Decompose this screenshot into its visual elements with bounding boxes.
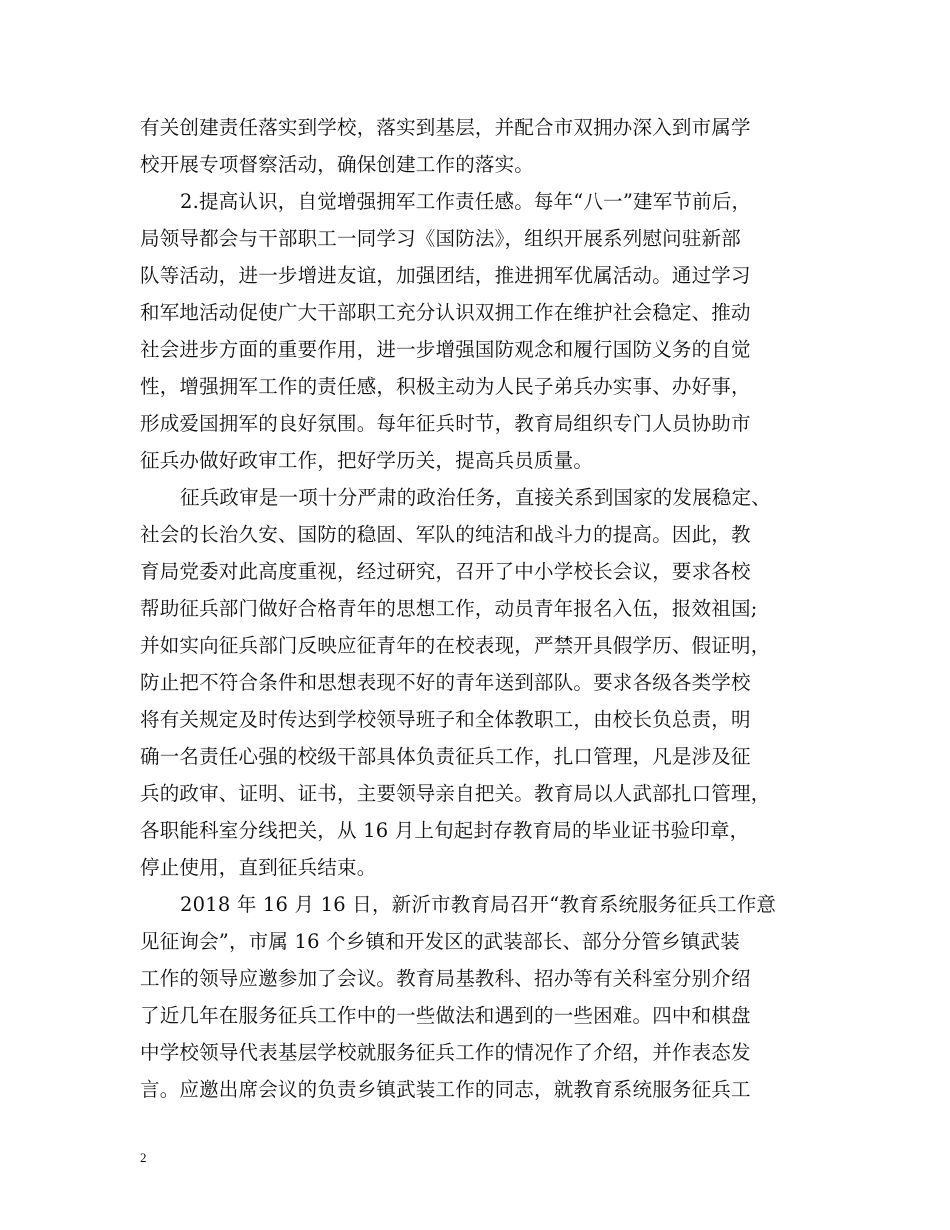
text-line: 了近几年在服务征兵工作中的一些做法和遇到的一些困难。四中和棋盘 xyxy=(140,1004,751,1027)
text-line: 社会进步方面的重要作用，进一步增强国防观念和履行国防义务的自觉 xyxy=(140,338,751,361)
text-line: 育局党委对此高度重视，经过研究，召开了中小学校长会议，要求各校 xyxy=(140,560,751,583)
text-line: 兵的政审、证明、证书，主要领导亲自把关。教育局以人武部扎口管理， xyxy=(140,782,771,805)
text-line: 并如实向征兵部门反映应征青年的在校表现，严禁开具假学历、假证明， xyxy=(140,634,771,657)
text-line: 见征询会”，市属 16 个乡镇和开发区的武装部长、部分分管乡镇武装 xyxy=(140,930,740,953)
text-line: 和军地活动促使广大干部职工充分认识双拥工作在维护社会稳定、推动 xyxy=(140,301,751,324)
text-line: 言。应邀出席会议的负责乡镇武装工作的同志，就教育系统服务征兵工 xyxy=(140,1078,751,1101)
text-line: 性，增强拥军工作的责任感，积极主动为人民子弟兵办实事、办好事， xyxy=(140,375,751,398)
text-line: 各职能科室分线把关，从 16 月上旬起封存教育局的毕业证书验印章， xyxy=(140,819,750,842)
text-line: 队等活动，进一步增进友谊，加强团结，推进拥军优属活动。通过学习 xyxy=(140,264,751,287)
text-line: 确一名责任心强的校级干部具体负责征兵工作，扎口管理，凡是涉及征 xyxy=(140,745,751,768)
text-line: 社会的长治久安、国防的稳固、军队的纯洁和战斗力的提高。因此，教 xyxy=(140,523,751,546)
paragraph-start-line: 2.提高认识，自觉增强拥军工作责任感。每年“八一”建军节前后， xyxy=(180,190,752,213)
text-line: 将有关规定及时传达到学校领导班子和全体教职工，由校长负总责，明 xyxy=(140,708,751,731)
text-line: 征兵办做好政审工作，把好学历关，提高兵员质量。 xyxy=(140,449,594,472)
text-line: 防止把不符合条件和思想表现不好的青年送到部队。要求各级各类学校 xyxy=(140,671,751,694)
text-line: 局领导都会与干部职工一同学习《国防法》，组织开展系列慰问驻新部 xyxy=(140,227,741,250)
paragraph-start-line: 征兵政审是一项十分严肃的政治任务，直接关系到国家的发展稳定、 xyxy=(180,486,772,509)
text-line: 停止使用，直到征兵结束。 xyxy=(140,856,377,879)
text-line: 帮助征兵部门做好合格青年的思想工作，动员青年报名入伍，报效祖国; xyxy=(140,597,758,620)
text-line: 中学校领导代表基层学校就服务征兵工作的情况作了介绍，并作表态发 xyxy=(140,1041,751,1064)
text-line: 工作的领导应邀参加了会议。教育局基教科、招办等有关科室分别介绍 xyxy=(140,967,751,990)
text-line: 形成爱国拥军的良好氛围。每年征兵时节，教育局组织专门人员协助市 xyxy=(140,412,751,435)
text-line: 校开展专项督察活动，确保创建工作的落实。 xyxy=(140,153,535,176)
text-line: 有关创建责任落实到学校，落实到基层，并配合市双拥办深入到市属学 xyxy=(140,116,751,139)
paragraph-start-line: 2018 年 16 月 16 日，新沂市教育局召开“教育系统服务征兵工作意 xyxy=(180,893,777,916)
page-number: 2 xyxy=(140,1150,147,1165)
